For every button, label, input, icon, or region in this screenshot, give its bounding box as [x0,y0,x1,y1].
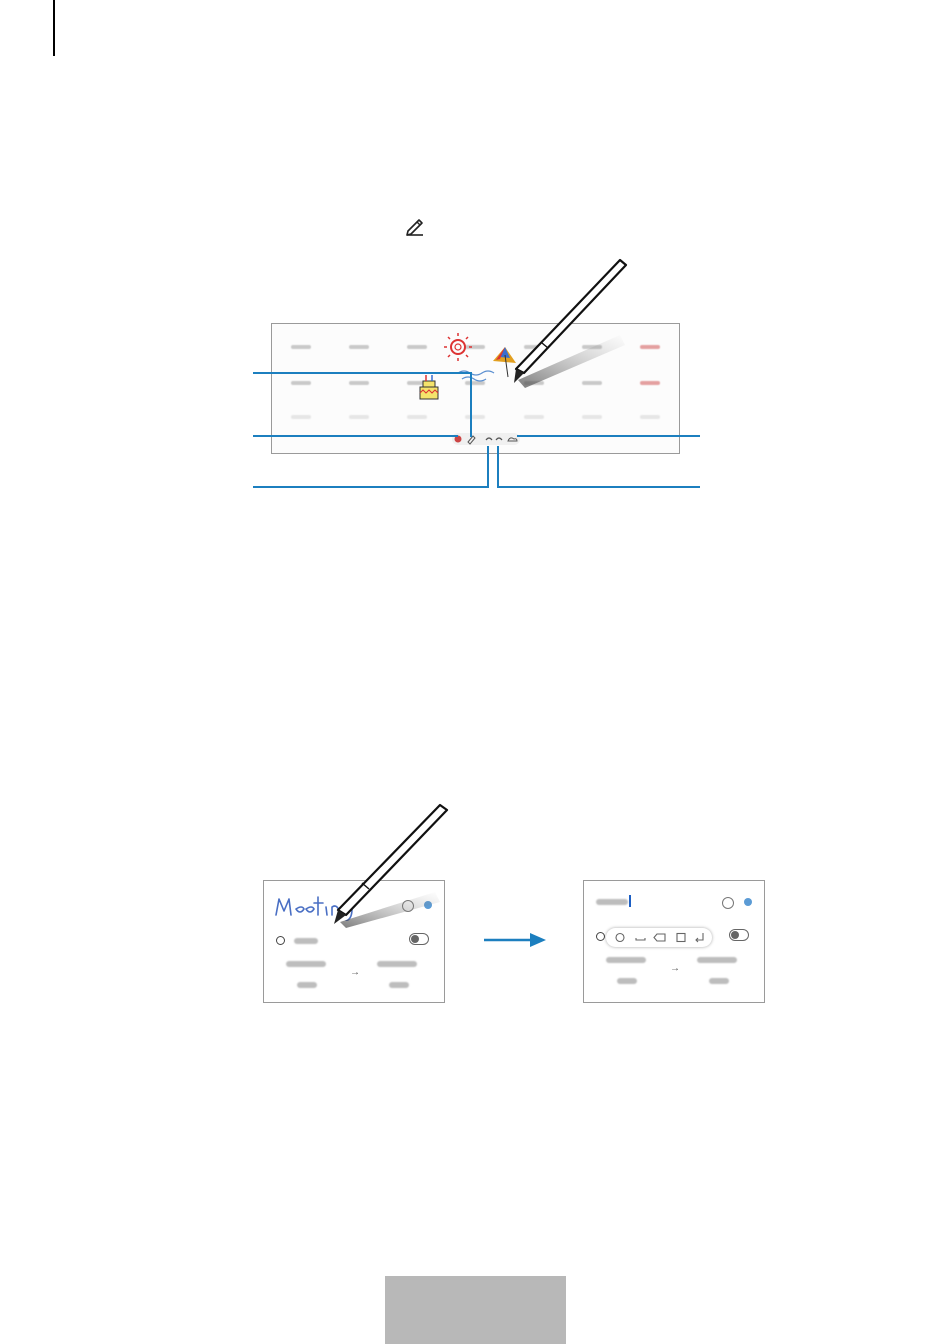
start-date [606,957,646,963]
range-arrow-icon: → [350,967,360,978]
callout-line [470,372,472,437]
callout-line [497,486,700,488]
end-time [709,978,729,984]
keyboard-icon [677,934,685,942]
edit-toolbar [606,928,712,947]
page-footer-tab [385,1276,566,1344]
callout-line [487,446,489,488]
arrow-right-icon [484,930,548,950]
backspace-icon [654,934,665,941]
s-pen-stylus [480,255,640,405]
text-cursor [629,895,631,907]
end-date [697,957,737,963]
redo-icon [496,438,502,440]
enter-icon [696,933,703,942]
start-time [297,982,317,988]
emoji-icon[interactable] [722,897,734,909]
drawing-toolbar-icons [452,431,522,447]
space-icon [636,938,645,940]
save-icon [508,438,517,441]
all-day-toggle[interactable] [729,929,749,941]
callout-line [253,435,458,437]
range-arrow-icon: → [670,963,680,974]
page-margin-rule [53,0,55,56]
pencil-icon [402,214,428,236]
start-time [617,978,637,984]
undo-icon [486,438,492,440]
converted-text [596,899,628,905]
all-day-label [294,938,318,944]
callout-line [253,486,489,488]
color-dot[interactable] [744,898,752,906]
emoji-icon [616,934,624,942]
callout-line [517,435,700,437]
end-time [389,982,409,988]
clock-icon [276,936,285,945]
eraser-icon [468,436,475,444]
clock-icon [596,932,605,941]
end-date [377,961,417,967]
callout-line [253,372,472,374]
start-date [286,961,326,967]
calendar-week-row [272,415,679,419]
callout-line [497,446,499,488]
s-pen-stylus [320,800,460,935]
